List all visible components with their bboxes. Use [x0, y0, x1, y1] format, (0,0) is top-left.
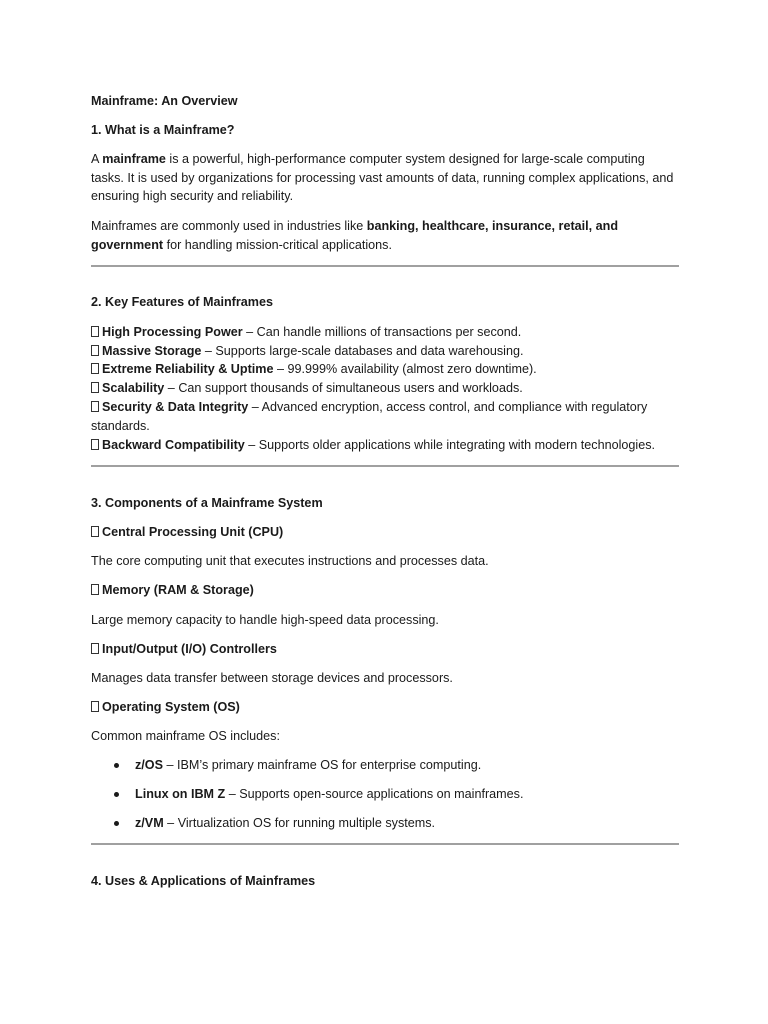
component-title-cpu: Central Processing Unit (CPU): [91, 523, 283, 542]
missing-glyph-icon: [91, 584, 99, 595]
feature-item: Scalability – Can support thousands of simultaneous users and workloads.: [91, 379, 523, 398]
component-title-io: Input/Output (I/O) Controllers: [91, 640, 277, 659]
divider-3: [91, 843, 679, 845]
component-desc-memory: Large memory capacity to handle high-speed data processing.: [91, 613, 439, 627]
section-2-heading: 2. Key Features of Mainframes: [91, 295, 273, 309]
section-4-heading: 4. Uses & Applications of Mainframes: [91, 874, 316, 888]
divider-2: [91, 465, 679, 467]
feature-item: High Processing Power – Can handle millions of transactions per second.: [91, 323, 521, 342]
missing-glyph-icon: [91, 701, 99, 712]
missing-glyph-icon: [91, 363, 99, 374]
component-title-os: Operating System (OS): [91, 698, 240, 717]
bullet-icon: [114, 821, 119, 826]
feature-item: Security & Data Integrity – Advanced encryption, access control, and compliance with regulatory standards.: [91, 400, 648, 433]
document-title: Mainframe: An Overview: [91, 94, 238, 108]
missing-glyph-icon: [91, 526, 99, 537]
section-1-heading: 1. What is a Mainframe?: [91, 123, 235, 137]
missing-glyph-icon: [91, 345, 99, 356]
feature-item: Backward Compatibility – Supports older applications while integrating with modern technologies.: [91, 436, 655, 455]
missing-glyph-icon: [91, 439, 99, 450]
section-1-paragraph-1: A mainframe is a powerful, high-performance computer system designed for large-scale computing tasks. It is used by organizations for processing vast amounts of data, running complex applications, and ensuring high security and reliability.: [91, 152, 674, 203]
bullet-icon: [114, 763, 119, 768]
feature-item: Massive Storage – Supports large-scale databases and data warehousing.: [91, 342, 523, 361]
component-desc-os: Common mainframe OS includes:: [91, 729, 280, 743]
divider-1: [91, 265, 679, 267]
missing-glyph-icon: [91, 382, 99, 393]
component-desc-io: Manages data transfer between storage devices and processors.: [91, 671, 453, 685]
section-3-heading: 3. Components of a Mainframe System: [91, 496, 323, 510]
component-title-memory: Memory (RAM & Storage): [91, 581, 254, 600]
missing-glyph-icon: [91, 401, 99, 412]
feature-item: Extreme Reliability & Uptime – 99.999% availability (almost zero downtime).: [91, 360, 537, 379]
section-1-paragraph-2: Mainframes are commonly used in industries like banking, healthcare, insurance, retail, and government for handling mission-critical applications.: [91, 219, 619, 252]
missing-glyph-icon: [91, 326, 99, 337]
component-desc-cpu: The core computing unit that executes instructions and processes data.: [91, 554, 489, 568]
bullet-icon: [114, 792, 119, 797]
missing-glyph-icon: [91, 643, 99, 654]
